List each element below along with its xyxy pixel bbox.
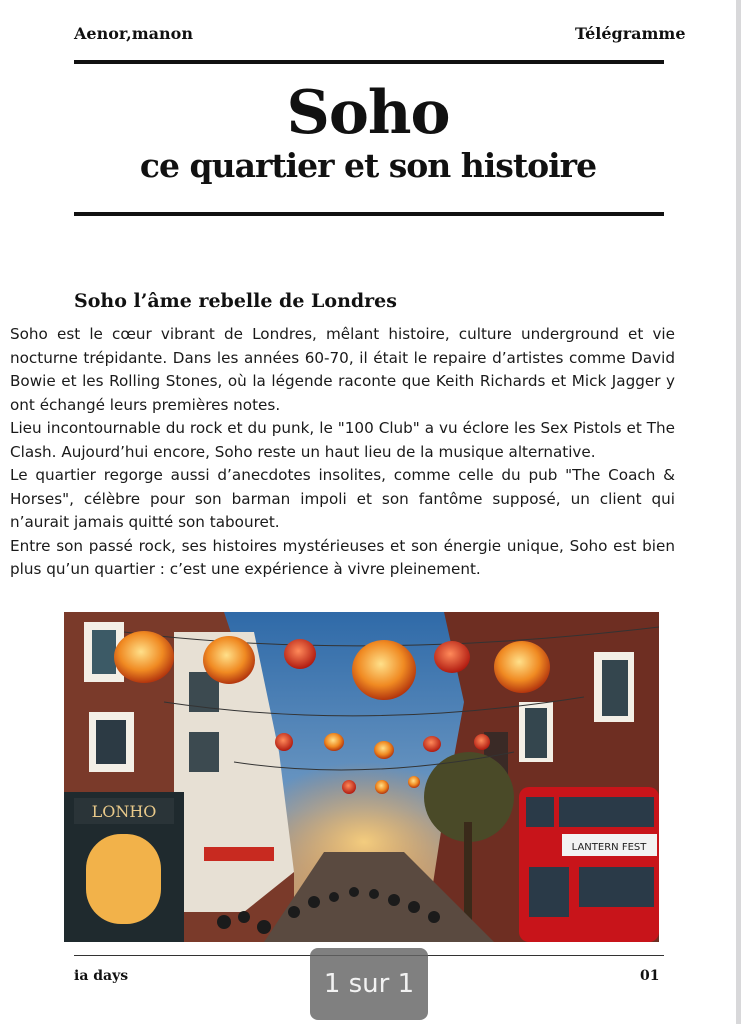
header-author: Aenor,manon — [74, 24, 193, 43]
article-body — [10, 323, 675, 582]
shop-sign: LONHO — [91, 802, 157, 821]
page-edge — [736, 0, 741, 1024]
paragraph-1: Soho est le cœur vibrant de Londres, mêlant histoire, culture underground et vie nocturne trépidante. Dans les années 60-70, il était le repaire d’artistes comme David Bowie et les Rolling Stones, où la légende raconte que Keith Richards et Mick Jagger y ont échangé leurs premières notes. — [10, 325, 675, 414]
photo-illustration — [64, 612, 659, 942]
paragraph-4: Entre son passé rock, ses histoires mystérieuses et son énergie unique, Soho est bien plus qu’un quartier : c’est une expérience à vivre pleinement. — [10, 536, 675, 578]
paragraph-2: Lieu incontournable du rock et du punk, le "100 Club" a vu éclore les Sex Pistols et The Clash. Aujourd’hui encore, Soho reste un haut lieu de la musique alternative. — [10, 419, 675, 461]
page-subtitle: ce quartier et son histoire — [139, 146, 597, 185]
header-rule — [74, 60, 664, 64]
page-indicator: 1 sur 1 — [310, 948, 428, 1020]
page-number: 01 — [640, 968, 660, 984]
title-rule — [74, 212, 664, 216]
header-publication: Télégramme — [575, 24, 686, 43]
footer-label: ia days — [74, 968, 129, 984]
paragraph-3: Le quartier regorge aussi d’anecdotes insolites, comme celle du pub "The Coach & Horses", célèbre pour son barman impoli et son fantôme supposé, un client qui n’aurait jamais quitté son tabouret. — [10, 466, 675, 531]
page-title: Soho — [286, 78, 450, 148]
section-heading: Soho l’âme rebelle de Londres — [74, 290, 397, 312]
soho-street-photo — [64, 612, 659, 942]
bus-sign: LANTERN FEST — [571, 842, 647, 853]
